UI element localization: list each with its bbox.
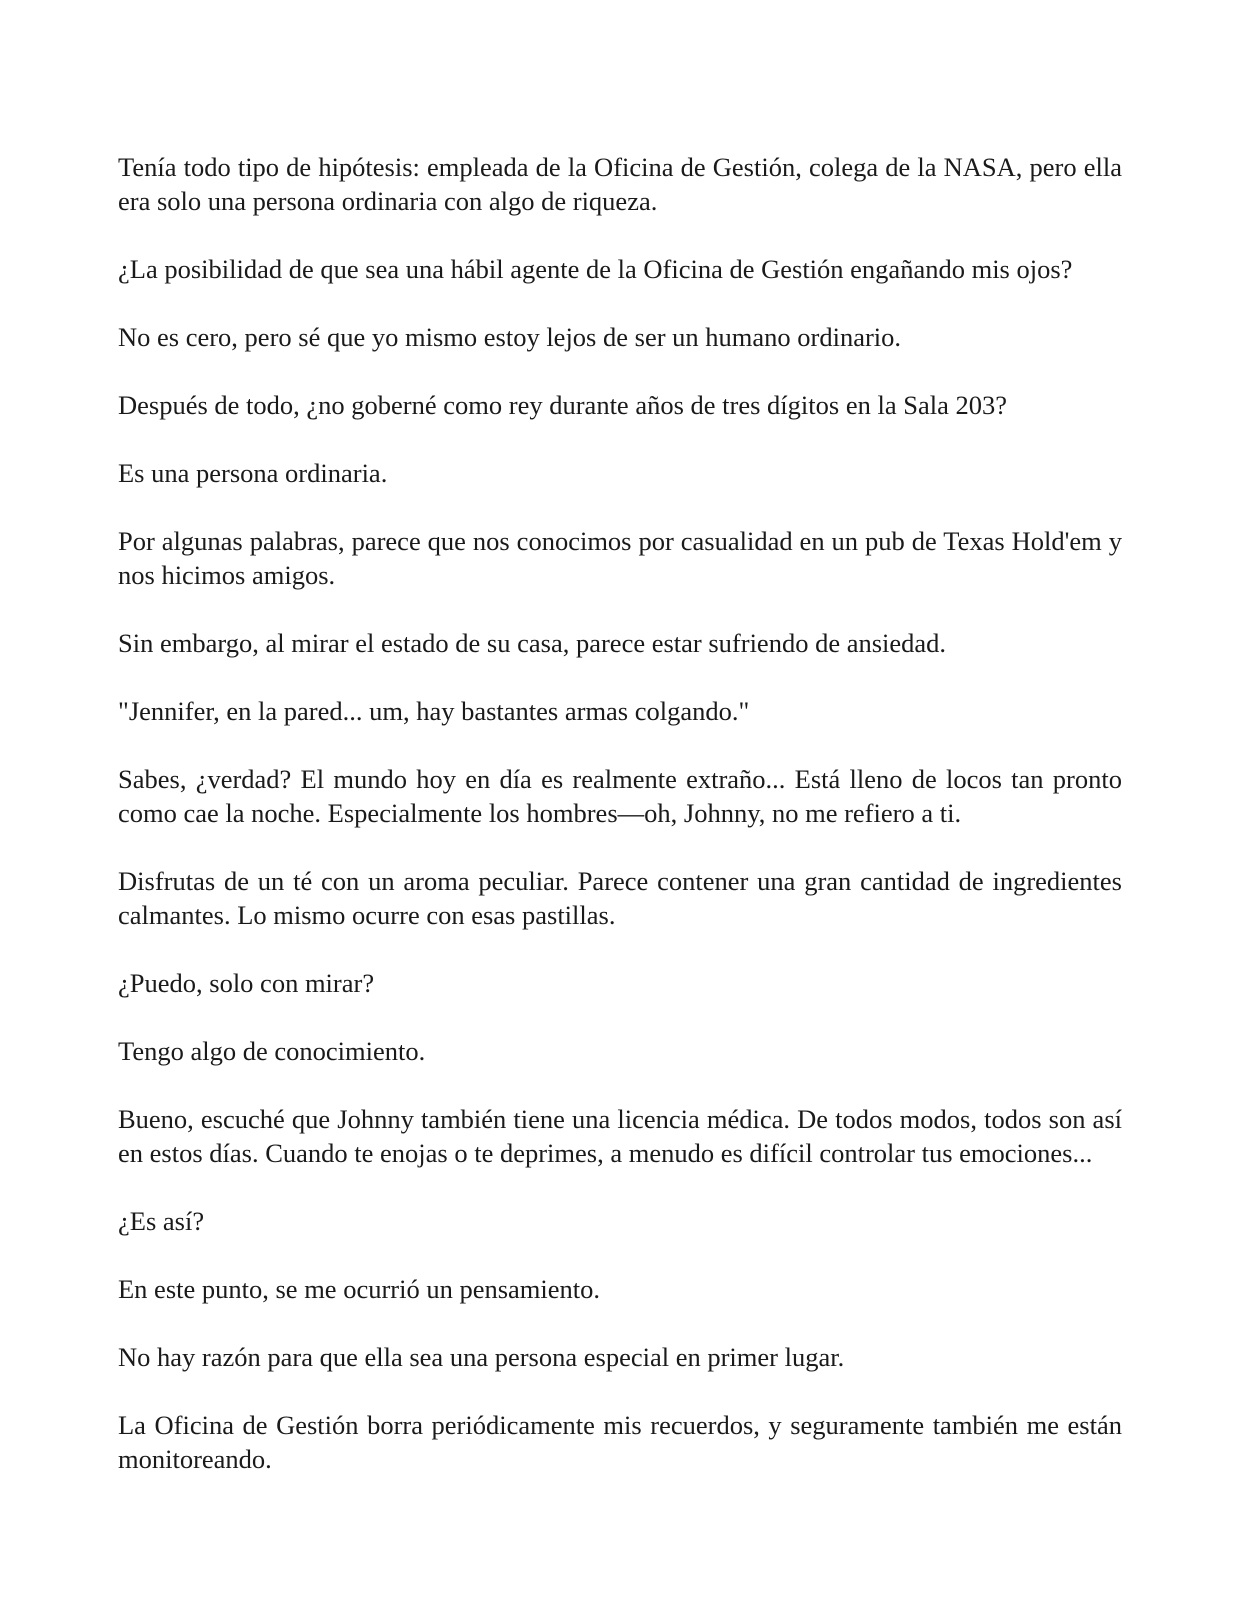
paragraph: Tengo algo de conocimiento. <box>118 1036 426 1066</box>
paragraph: ¿La posibilidad de que sea una hábil agente de la Oficina de Gestión engañando mis ojos? <box>118 254 1073 284</box>
paragraph: Sabes, ¿verdad? El mundo hoy en día es realmente extraño... Está lleno de locos tan pronto como cae la noche. Especialmente los hombres—oh, Johnny, no me refiero a ti. <box>118 764 1122 828</box>
paragraph: "Jennifer, en la pared... um, hay bastantes armas colgando." <box>118 696 750 726</box>
paragraph: ¿Puedo, solo con mirar? <box>118 968 375 998</box>
paragraph: No es cero, pero sé que yo mismo estoy lejos de ser un humano ordinario. <box>118 322 902 352</box>
paragraph: Disfrutas de un té con un aroma peculiar. Parece contener una gran cantidad de ingredientes calmantes. Lo mismo ocurre con esas pastillas. <box>118 866 1122 930</box>
document-page <box>118 150 1122 1510</box>
paragraph: Es una persona ordinaria. <box>118 458 388 488</box>
paragraph: En este punto, se me ocurrió un pensamiento. <box>118 1274 601 1304</box>
paragraph: Sin embargo, al mirar el estado de su casa, parece estar sufriendo de ansiedad. <box>118 628 947 658</box>
paragraph: Por algunas palabras, parece que nos conocimos por casualidad en un pub de Texas Hold'em y nos hicimos amigos. <box>118 526 1122 590</box>
paragraph: La Oficina de Gestión borra periódicamente mis recuerdos, y seguramente también me están monitoreando. <box>118 1410 1122 1474</box>
paragraph: No hay razón para que ella sea una persona especial en primer lugar. <box>118 1342 845 1372</box>
paragraph: Bueno, escuché que Johnny también tiene una licencia médica. De todos modos, todos son así en estos días. Cuando te enojas o te deprimes, a menudo es difícil controlar tus emociones... <box>118 1104 1122 1168</box>
paragraph: ¿Es así? <box>118 1206 205 1236</box>
paragraph: Después de todo, ¿no goberné como rey durante años de tres dígitos en la Sala 203? <box>118 390 1007 420</box>
paragraph: Tenía todo tipo de hipótesis: empleada de la Oficina de Gestión, colega de la NASA, pero ella era solo una persona ordinaria con algo de riqueza. <box>118 152 1122 216</box>
